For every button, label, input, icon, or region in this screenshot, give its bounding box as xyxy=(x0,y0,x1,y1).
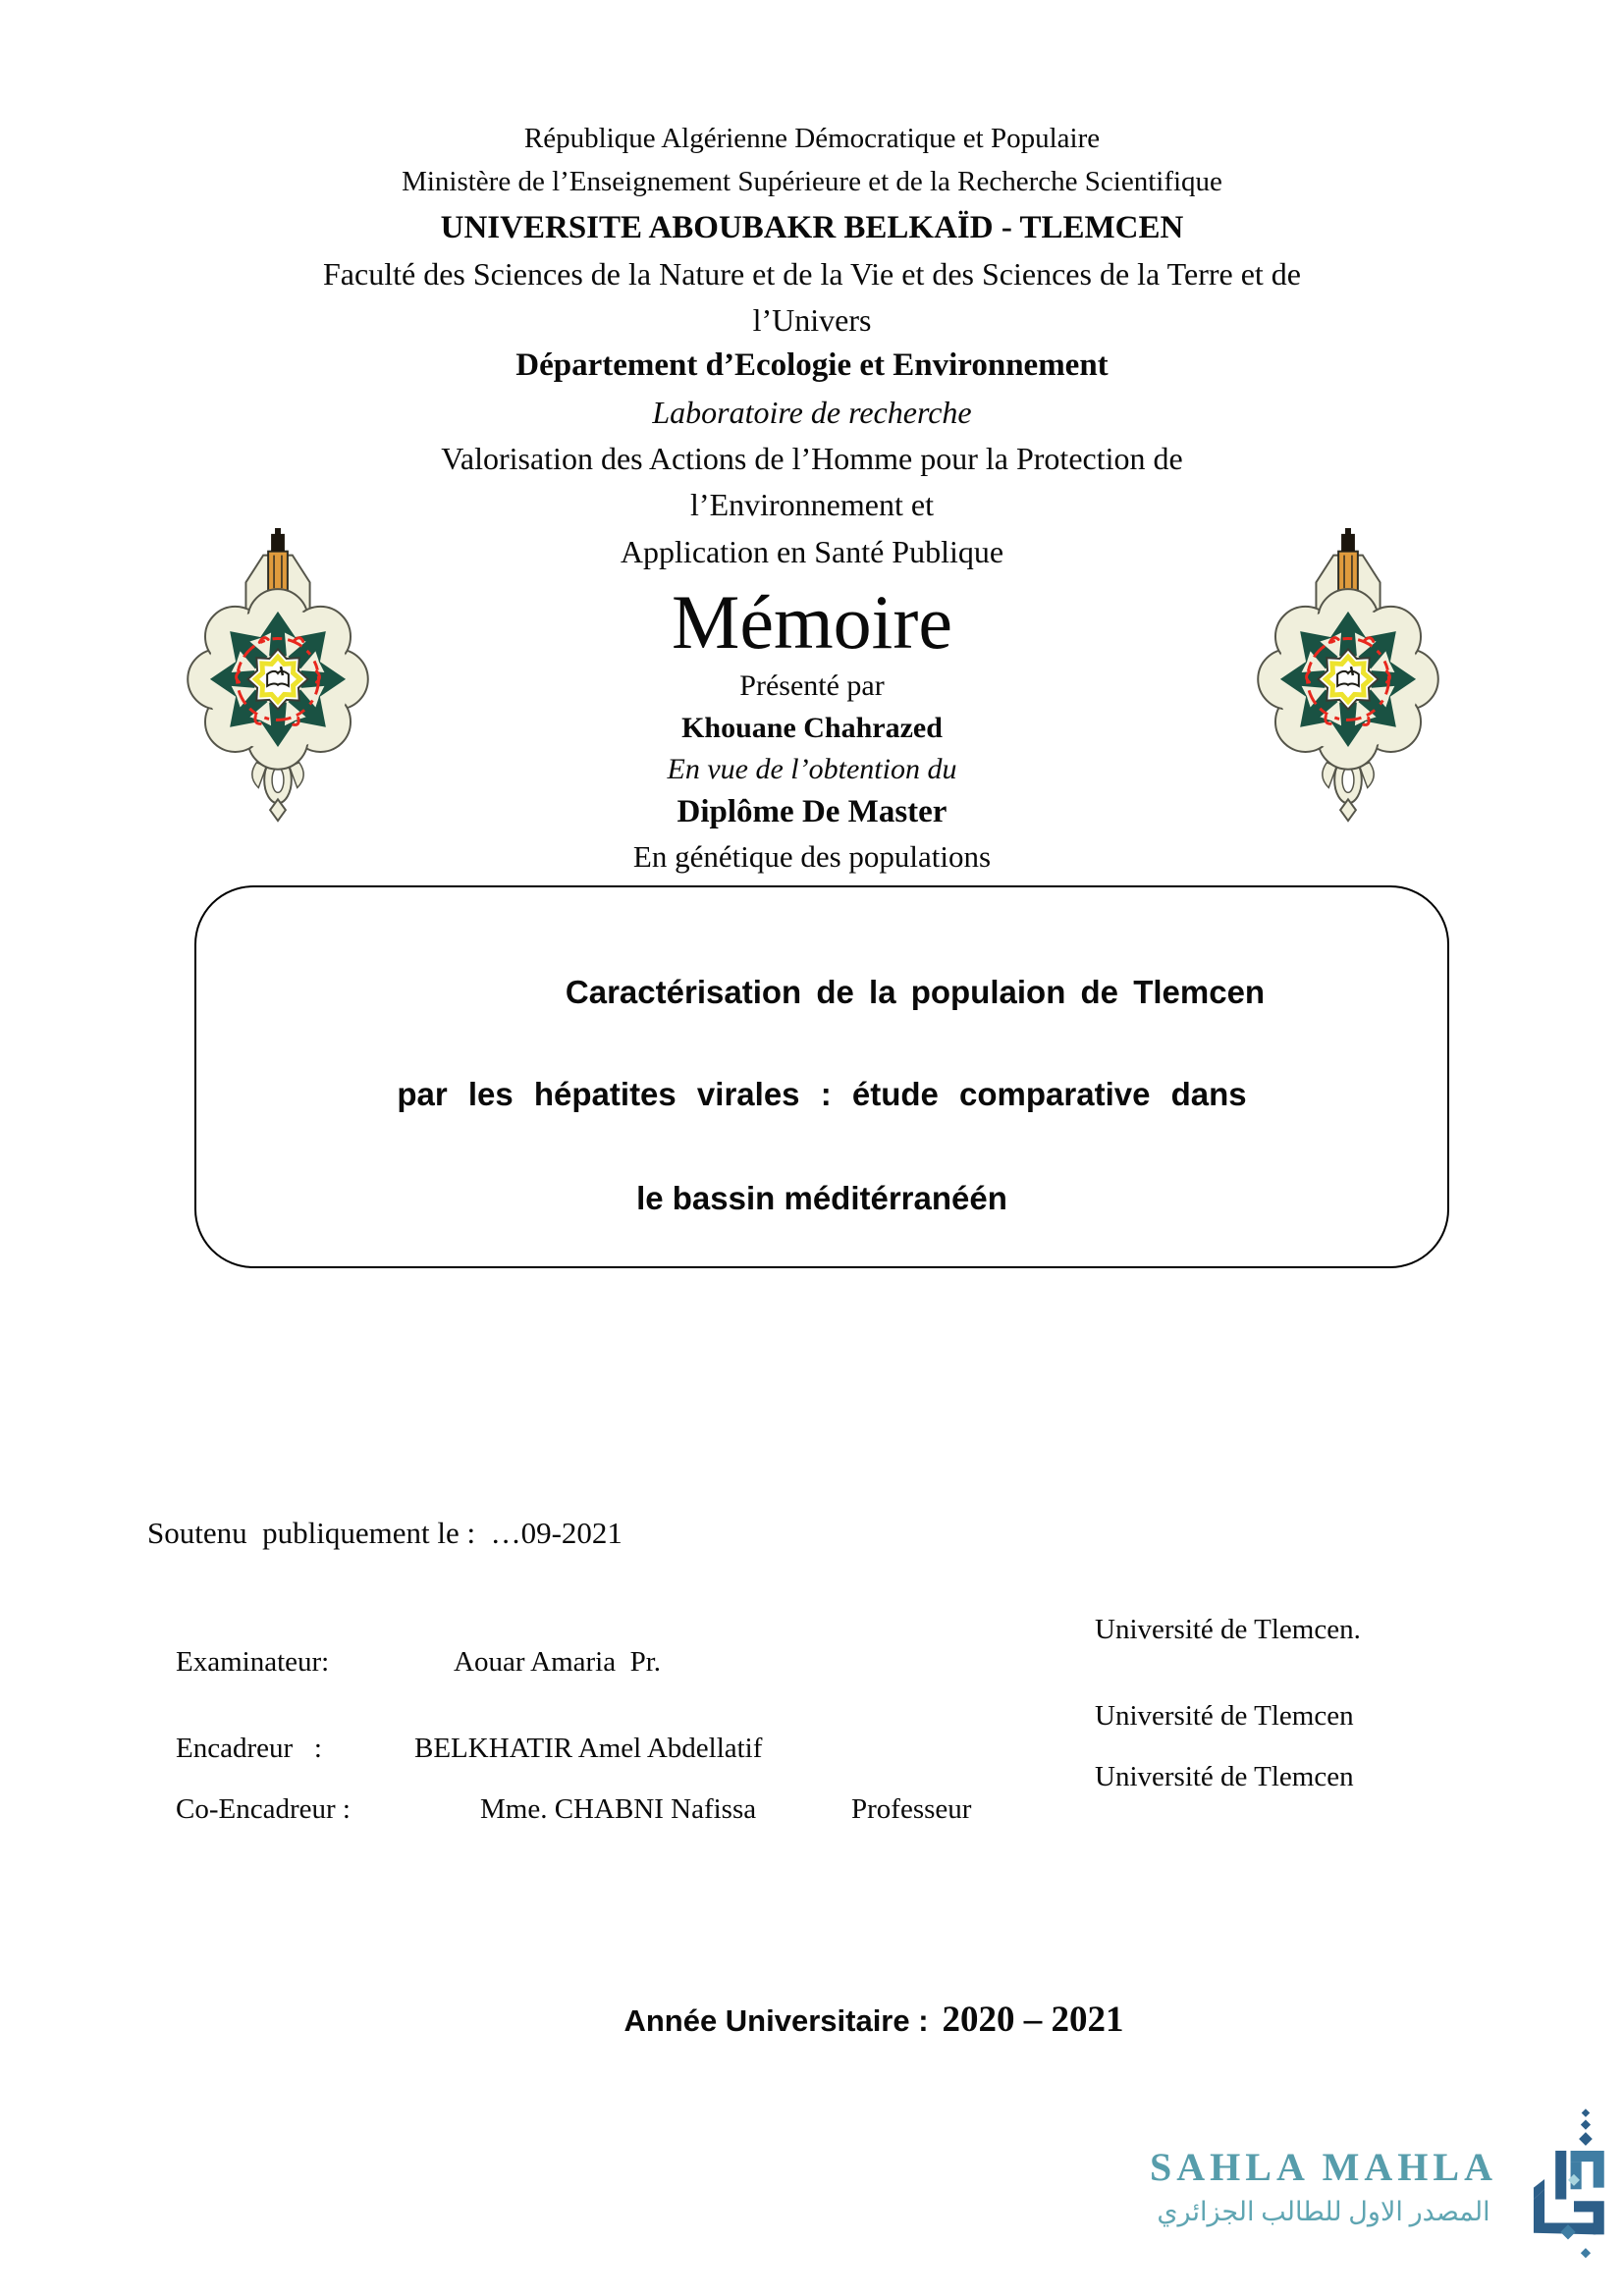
thesis-title-line-1: Caractérisation de la populaion de Tlemcen xyxy=(565,974,1266,1010)
faculty-line-2: l’Univers xyxy=(752,301,872,338)
university-emblem-icon xyxy=(1243,526,1453,823)
memoire-heading: Mémoire xyxy=(672,579,952,666)
jury-member-name: Aouar Amaria Pr. xyxy=(454,1646,662,1678)
faculty-line-1: Faculté des Sciences de la Nature et de la Vie et des Sciences de la Terre et de xyxy=(323,256,1301,293)
jury-university: Université de Tlemcen. xyxy=(1095,1614,1361,1645)
ministry-line: Ministère de l’Enseignement Supérieure et de la Recherche Scientifique xyxy=(402,166,1222,198)
jury-role-label: Examinateur: xyxy=(176,1646,330,1678)
laboratory-name-3: Application en Santé Publique xyxy=(620,533,1004,569)
jury-member-grade: Professeur xyxy=(851,1793,972,1825)
thesis-title-line-3: le bassin méditérranéén xyxy=(636,1180,1007,1216)
thesis-title-line-2: par les hépatites virales : étude comparative dans xyxy=(397,1076,1247,1112)
thesis-title-box xyxy=(194,885,1449,1268)
department-line: Département d’Ecologie et Environnement xyxy=(515,347,1109,384)
sahla-mahla-logo-icon xyxy=(1522,2107,1614,2264)
jury-role-label: Encadreur : xyxy=(176,1733,322,1764)
jury-row-co-encadreur xyxy=(147,1761,1506,1891)
purpose-line: En vue de l’obtention du xyxy=(667,752,957,785)
academic-year-value: 2020 – 2021 xyxy=(942,2000,1124,2040)
jury-university: Université de Tlemcen xyxy=(1095,1761,1354,1792)
author-name: Khouane Chahrazed xyxy=(681,711,943,744)
diploma-line: Diplôme De Master xyxy=(677,794,947,830)
laboratory-line: Laboratoire de recherche xyxy=(652,394,972,430)
sahla-mahla-tagline: المصدر الاول للطالب الجزائري xyxy=(1157,2197,1490,2226)
laboratory-name-1: Valorisation des Actions de l’Homme pour la Protection de xyxy=(441,440,1183,476)
university-emblem-icon xyxy=(173,526,383,823)
sahla-mahla-logo-text: SAHLA MAHLA xyxy=(1150,2145,1497,2189)
jury-role-label: Co-Encadreur : xyxy=(176,1793,351,1825)
presented-by-line: Présenté par xyxy=(739,669,885,703)
jury-university: Université de Tlemcen xyxy=(1095,1700,1354,1732)
academic-year-line xyxy=(0,1999,1624,2041)
laboratory-name-2: l’Environnement et xyxy=(690,487,934,523)
jury-member-name: BELKHATIR Amel Abdellatif xyxy=(414,1733,763,1764)
republic-line: République Algérienne Démocratique et Populaire xyxy=(523,123,1101,154)
university-name: UNIVERSITE ABOUBAKR BELKAÏD - TLEMCEN xyxy=(440,209,1184,245)
speciality-line: En génétique des populations xyxy=(632,838,992,874)
jury-member-name: Mme. CHABNI Nafissa xyxy=(480,1793,757,1825)
defense-date-line: Soutenu publiquement le : …09-2021 xyxy=(147,1516,623,1550)
academic-year-label: Année Universitaire : xyxy=(623,2003,929,2038)
